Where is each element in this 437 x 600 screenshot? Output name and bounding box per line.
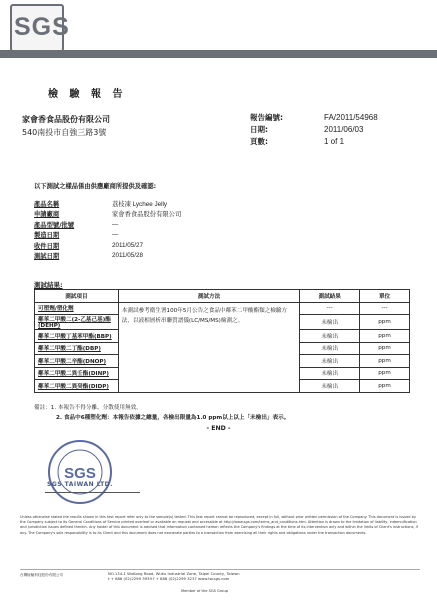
unit-cell: ppm bbox=[360, 315, 410, 330]
signature-name: SGS TAIWAN LTD. bbox=[47, 481, 113, 488]
result-cell: 未檢出 bbox=[300, 380, 360, 393]
header-item: 測試項目 bbox=[35, 290, 119, 303]
info-value: — bbox=[112, 220, 119, 228]
info-label: 收件日期 bbox=[34, 242, 60, 250]
remark-line-1: 備註：1. 本報告不得分離、分散使用無效。 bbox=[34, 405, 142, 411]
table-header-row bbox=[35, 290, 410, 303]
fine-print: Unless otherwise stated the results shown in this test report refer only to the sample(s) tested. This test report cannot be reproduced, except in full, without prior written permission of the Company. This document is issued by the Company subject to its General Conditions of Service printed overleaf or available on request and accessible at http://www.sgs.com/terms_and_conditions.htm. Attention is drawn to the limitation of liability, indemnification and jurisdiction issues defined therein. Any holder of this document is advised that information contained hereon reflects the Company's findings at the time of its intervention only and within the limits of Client's instructions, if any. The Company's sole responsibility is to its Client and this document does not exonerate parties to a transaction from exercising all their rights and obligations under the transaction documents. bbox=[20, 515, 418, 535]
sample-info bbox=[34, 198, 181, 261]
info-row bbox=[34, 209, 181, 220]
result-cell: 未檢出 bbox=[300, 330, 360, 343]
meta-label: 頁數: bbox=[250, 136, 268, 146]
footer-contact bbox=[108, 571, 239, 582]
method-cell: 本測試參考衛生署100年5月公告之食品中鄰苯二甲酸酯類之檢驗方法，以液相層析串聯質譜儀(LC/MS/MS)檢測之。 bbox=[118, 302, 299, 392]
info-value: 2011/05/28 bbox=[112, 252, 144, 260]
table-row bbox=[35, 302, 410, 315]
page-count: 1 of 1 bbox=[324, 136, 345, 146]
info-label: 產品名稱 bbox=[34, 200, 60, 208]
client-block bbox=[22, 113, 110, 139]
unit-cell: ppm bbox=[360, 380, 410, 393]
unit-cell: --- bbox=[360, 302, 410, 315]
info-value: 荔枝凍 Lychee Jelly bbox=[112, 200, 168, 208]
header-result: 測試結果 bbox=[300, 290, 360, 303]
meta-label: 報告編號: bbox=[250, 112, 283, 122]
info-value: — bbox=[112, 231, 119, 239]
result-cell: 未檢出 bbox=[300, 367, 360, 380]
report-meta bbox=[250, 111, 378, 147]
sgs-seal-stamp bbox=[46, 438, 114, 506]
info-value: 家會香食品股份有限公司 bbox=[112, 211, 182, 219]
footer-divider bbox=[20, 569, 420, 570]
item-cell: 鄰苯二甲酸二異壬酯(DINP) bbox=[35, 367, 119, 380]
info-row bbox=[34, 219, 181, 230]
result-cell: 未檢出 bbox=[300, 315, 360, 330]
info-row bbox=[34, 240, 181, 251]
end-marker: - END - bbox=[206, 425, 231, 432]
result-cell: 未檢出 bbox=[300, 355, 360, 368]
footer-phones bbox=[108, 576, 239, 581]
info-row bbox=[34, 251, 181, 262]
meta-row bbox=[250, 111, 378, 123]
item-cell: 鄰苯二甲酸二異癸酯(DIDP) bbox=[35, 380, 119, 393]
info-label: 申請廠商 bbox=[34, 211, 60, 219]
results-table bbox=[34, 289, 410, 393]
footer-company: 台灣檢驗科技股份有限公司 bbox=[20, 573, 64, 577]
unit-cell: ppm bbox=[360, 330, 410, 343]
item-cell: 鄰苯二甲酸二丁酯(DBP) bbox=[35, 342, 119, 355]
footer-web: www.tw.sgs.com bbox=[198, 576, 230, 582]
footer-fax: f + 886 (02)2299 3237 bbox=[153, 576, 197, 582]
item-cell: 可塑劑/塑化劑 bbox=[35, 302, 119, 315]
item-cell: 鄰苯二甲酸二(2-乙基己基)酯(DEHP) bbox=[35, 315, 119, 330]
info-label: 測試日期 bbox=[34, 253, 60, 261]
footer-address: NO.134-1 WuKong Road, Wuku Industrial Zone, Taipei County, Taiwan bbox=[108, 571, 240, 576]
footer-member: Member of the SGS Group bbox=[181, 589, 229, 593]
meta-row bbox=[250, 135, 378, 147]
header-method: 測試方法 bbox=[118, 290, 299, 303]
report-title: 檢 驗 報 告 bbox=[48, 89, 127, 100]
info-label: 產品型號/批號 bbox=[34, 221, 75, 229]
unit-cell: ppm bbox=[360, 355, 410, 368]
report-number: FA/2011/54968 bbox=[324, 112, 378, 122]
footer-phone: t + 886 (02)2299 3939 bbox=[108, 576, 152, 582]
info-row bbox=[34, 198, 181, 209]
results-title: 測試結果: bbox=[34, 281, 63, 289]
signature-line bbox=[45, 492, 140, 493]
header-band bbox=[0, 50, 437, 58]
client-name: 家會香食品股份有限公司 bbox=[22, 115, 110, 124]
seal-logo-text: SGS bbox=[64, 465, 96, 482]
result-cell: 未檢出 bbox=[300, 342, 360, 355]
remarks bbox=[34, 403, 289, 423]
report-date: 2011/06/03 bbox=[324, 124, 364, 134]
client-address: 540南投市自強三路3號 bbox=[22, 128, 107, 137]
unit-cell: ppm bbox=[360, 342, 410, 355]
sgs-logo: SGS bbox=[10, 4, 64, 52]
result-cell: --- bbox=[300, 302, 360, 315]
meta-row bbox=[250, 123, 378, 135]
item-cell: 鄰苯二甲酸丁基苯甲酯(BBP) bbox=[35, 330, 119, 343]
meta-label: 日期: bbox=[250, 124, 268, 134]
item-cell: 鄰苯二甲酸二辛酯(DNOP) bbox=[35, 355, 119, 368]
info-row bbox=[34, 230, 181, 241]
unit-cell: ppm bbox=[360, 367, 410, 380]
header-unit: 單位 bbox=[360, 290, 410, 303]
info-value: 2011/05/27 bbox=[112, 241, 144, 249]
remark-line-2: 2. 食品中6種塑化劑：本報告依據之總量，各檢出限量為1.0 ppm以上以上「未檢出」表示。 bbox=[56, 415, 290, 421]
info-label: 製造日期 bbox=[34, 232, 60, 240]
intro-text: 以下測試之樣品係由供應廠商所提供及確認: bbox=[34, 183, 157, 190]
